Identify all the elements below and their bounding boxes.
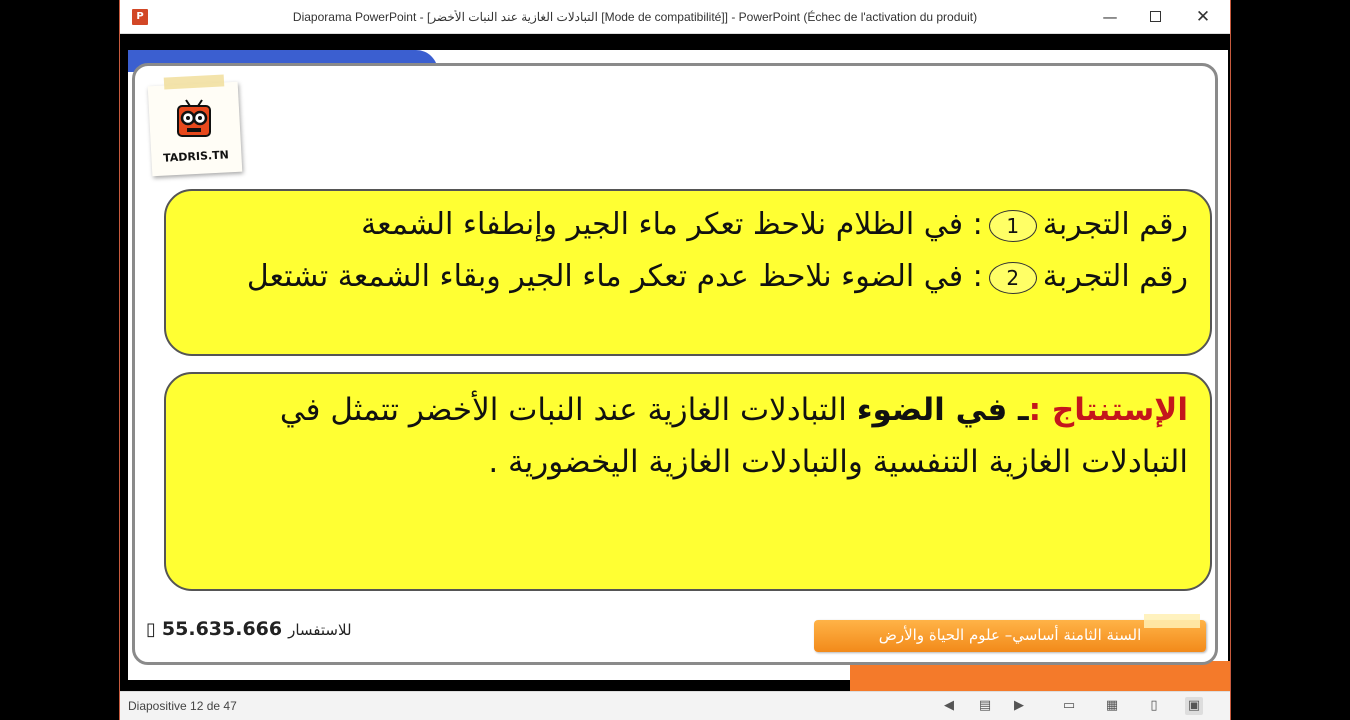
powerpoint-window bbox=[119, 0, 1231, 720]
slideshow-view-button[interactable]: ▣ bbox=[1185, 697, 1203, 715]
slide-menu-button[interactable]: ▤ bbox=[978, 698, 992, 713]
logo-text: TADRIS.TN bbox=[162, 148, 230, 165]
conclusion-condition: ـ في الضوء bbox=[856, 392, 1029, 428]
conclusion-box bbox=[164, 372, 1212, 591]
robot-logo-icon bbox=[172, 98, 216, 142]
conclusion-text: التبادلات الغازية عند النبات الأخضر تتمثل في التبادلات الغازية التنفسية والتبادلات الغازية اليخضورية . bbox=[279, 392, 1188, 480]
slide-counter: Diapositive 12 de 47 bbox=[128, 699, 237, 713]
contact-phone: 55.635.666 bbox=[161, 618, 283, 640]
contact-info bbox=[146, 618, 352, 640]
observation-text: : في الظلام نلاحظ تعكر ماء الجير وإنطفاء الشمعة bbox=[361, 207, 983, 242]
experiment-number: 2 bbox=[989, 262, 1037, 294]
previous-slide-button[interactable]: ◀ bbox=[944, 698, 954, 713]
minimize-button[interactable]: — bbox=[1102, 8, 1118, 26]
contact-label: للاستفسار bbox=[288, 621, 352, 639]
tadris-logo bbox=[146, 82, 242, 178]
slide-sorter-button[interactable]: ▦ bbox=[1105, 698, 1119, 713]
observations-box bbox=[164, 189, 1212, 356]
normal-view-button[interactable]: ▭ bbox=[1062, 698, 1076, 713]
observation-label: رقم التجربة bbox=[1042, 207, 1188, 242]
maximize-icon bbox=[1150, 11, 1161, 22]
observation-text: : في الضوء نلاحظ عدم تعكر ماء الجير وبقاء الشمعة تشتعل bbox=[246, 259, 983, 294]
title-bar[interactable] bbox=[120, 0, 1230, 34]
reading-view-button[interactable]: ▯ bbox=[1150, 698, 1158, 713]
phone-icon: ▯ bbox=[146, 619, 156, 640]
maximize-button[interactable] bbox=[1140, 4, 1170, 30]
conclusion-paragraph bbox=[186, 384, 1188, 488]
experiment-number: 1 bbox=[989, 210, 1037, 242]
observation-1 bbox=[186, 199, 1188, 251]
powerpoint-icon[interactable]: P bbox=[132, 9, 148, 25]
close-button[interactable]: ✕ bbox=[1195, 7, 1211, 27]
observation-2 bbox=[186, 251, 1188, 303]
conclusion-label: الإستنتاج : bbox=[1028, 392, 1188, 428]
observation-label: رقم التجربة bbox=[1042, 259, 1188, 294]
subject-banner bbox=[814, 620, 1206, 652]
status-bar bbox=[120, 691, 1230, 720]
slide-accent-orange bbox=[850, 661, 1230, 691]
next-slide-button[interactable]: ▶ bbox=[1014, 698, 1024, 713]
banner-text: السنة الثامنة أساسي– علوم الحياة والأرض bbox=[878, 626, 1142, 644]
slide-show-area[interactable] bbox=[120, 34, 1230, 691]
window-title: Diaporama PowerPoint - [التبادلات الغازية عند النبات الأخضر [Mode de compatibilité]] - PowerPoint (Échec de l'activation du produit) bbox=[292, 10, 978, 24]
